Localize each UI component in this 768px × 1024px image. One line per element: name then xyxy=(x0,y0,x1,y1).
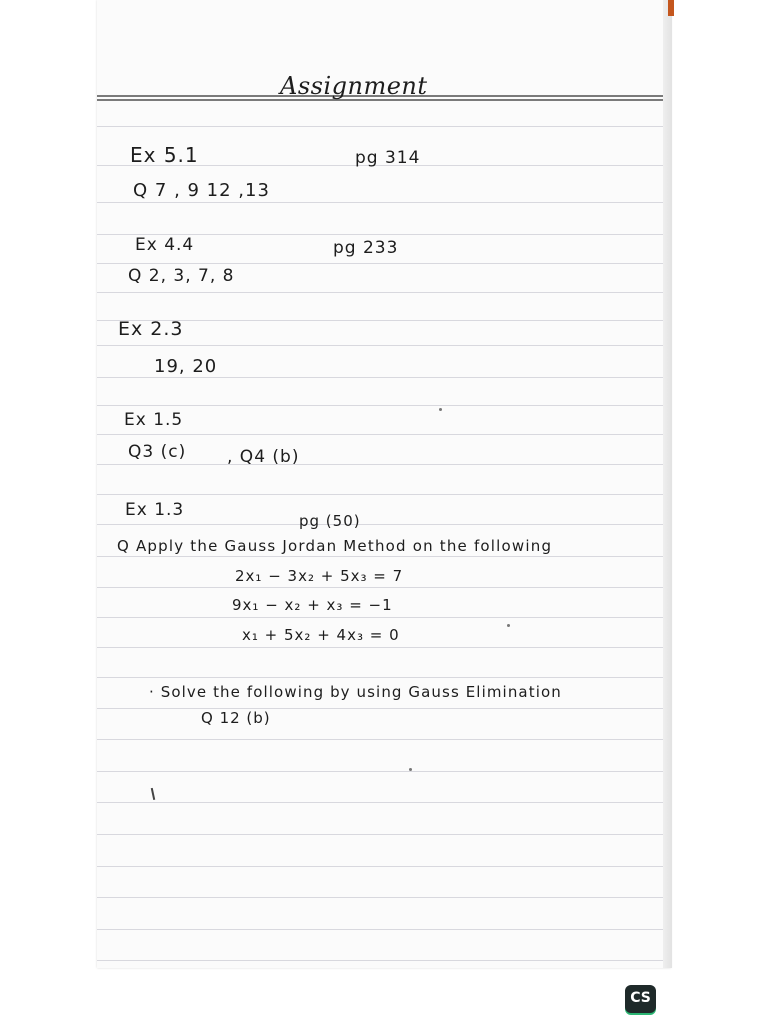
exercise-label: Ex 4.4 xyxy=(135,235,195,255)
ruled-line xyxy=(97,126,671,127)
exercise-label: Ex 1.3 xyxy=(125,500,185,520)
ruled-line xyxy=(97,556,671,557)
ruled-line xyxy=(97,897,671,898)
ruled-line xyxy=(97,263,671,264)
question-list: Q3 (c) xyxy=(128,442,187,462)
ruled-line xyxy=(97,494,671,495)
ruled-line xyxy=(97,202,671,203)
page-background xyxy=(0,0,97,1024)
notebook-page xyxy=(97,0,671,968)
camscanner-logo: CS xyxy=(625,985,656,1013)
equation: 9x₁ − x₂ + x₃ = −1 xyxy=(232,596,393,614)
exercise-label: Ex 1.5 xyxy=(124,410,184,430)
ruled-line xyxy=(97,464,671,465)
page-ref: pg 314 xyxy=(355,148,421,168)
page-ref: pg 233 xyxy=(333,238,399,258)
ruled-line xyxy=(97,677,671,678)
ruled-line xyxy=(97,960,671,961)
ruled-line xyxy=(97,739,671,740)
question-list: Q 2, 3, 7, 8 xyxy=(128,266,235,286)
ruled-line xyxy=(97,802,671,803)
exercise-label: Ex 5.1 xyxy=(130,143,199,167)
ruled-line xyxy=(97,617,671,618)
page-edge xyxy=(663,0,672,968)
ink-dot xyxy=(507,624,510,627)
ruled-line xyxy=(97,647,671,648)
ruled-line xyxy=(97,524,671,525)
question-list: 19, 20 xyxy=(154,356,218,377)
exercise-label: Ex 2.3 xyxy=(118,318,184,340)
corner-mark xyxy=(668,0,674,16)
ruled-line xyxy=(97,292,671,293)
ruled-line xyxy=(97,929,671,930)
ruled-line xyxy=(97,434,671,435)
page-title: Assignment xyxy=(280,72,428,100)
ruled-line xyxy=(97,405,671,406)
page-ref: pg (50) xyxy=(299,512,361,530)
question-list: , Q4 (b) xyxy=(227,447,300,467)
ruled-line xyxy=(97,834,671,835)
ink-dot xyxy=(439,408,442,411)
problem-prompt: Q Apply the Gauss Jordan Method on the following xyxy=(117,537,553,555)
ruled-line xyxy=(97,771,671,772)
ruled-line xyxy=(97,345,671,346)
instruction: · Solve the following by using Gauss Elimination xyxy=(149,683,562,701)
ruled-line xyxy=(97,866,671,867)
equation: x₁ + 5x₂ + 4x₃ = 0 xyxy=(242,626,400,644)
ruled-line xyxy=(97,708,671,709)
question-reference: Q 12 (b) xyxy=(201,709,271,727)
equation: 2x₁ − 3x₂ + 5x₃ = 7 xyxy=(235,567,404,585)
question-list: Q 7 , 9 12 ,13 xyxy=(133,180,270,201)
ruled-line xyxy=(97,377,671,378)
ruled-line xyxy=(97,587,671,588)
ink-dot xyxy=(409,768,412,771)
